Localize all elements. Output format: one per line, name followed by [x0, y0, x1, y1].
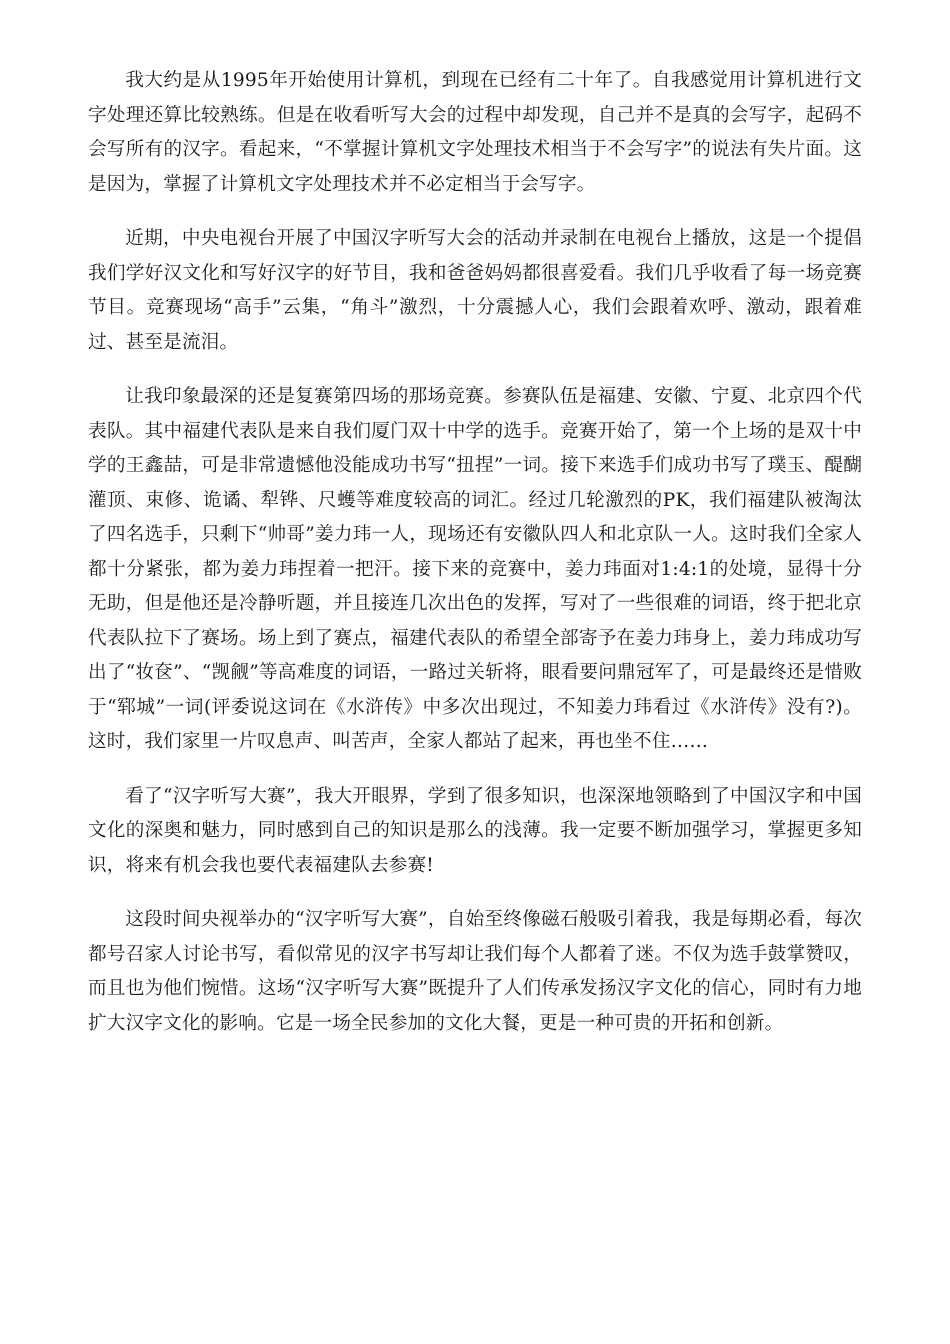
paragraph-5: 这段时间央视举办的“汉字听写大赛”，自始至终像磁石般吸引着我，我是每期必看，每次都号召家人讨论书写，看似常见的汉字书写却让我们每个人都着了迷。不仅为选手鼓掌赞叹，而且也为他们惋惜。这场“汉字听写大赛”既提升了人们传承发扬汉字文化的信心，同时有力地扩大汉字文化的影响。它是一场全民参加的文化大餐，更是一种可贵的开拓和创新。 — [88, 909, 862, 1034]
paragraph-2: 近期，中央电视台开展了中国汉字听写大会的活动并录制在电视台上播放，这是一个提倡我们学好汉文化和写好汉字的好节目，我和爸爸妈妈都很喜爱看。我们几乎收看了每一场竞赛节目。竞赛现场“高手”云集，“角斗”激烈，十分震撼人心，我们会跟着欢呼、激动，跟着难过、甚至是流泪。 — [88, 228, 862, 353]
paragraph-3: 让我印象最深的还是复赛第四场的那场竞赛。参赛队伍是福建、安徽、宁夏、北京四个代表队。其中福建代表队是来自我们厦门双十中学的选手。竞赛开始了，第一个上场的是双十中学的王鑫喆，可是非常遗憾他没能成功书写“扭捏”一词。接下来选手们成功书写了璞玉、醍醐灌顶、束修、诡谲、犁铧、尺蠖等难度较高的词汇。经过几轮激烈的PK，我们福建队被淘汰了四名选手，只剩下“帅哥”姜力玮一人，现场还有安徽队四人和北京队一人。这时我们全家人都十分紧张，都为姜力玮捏着一把汗。接下来的竞赛中，姜力玮面对1:4:1的处境，显得十分无助，但是他还是冷静听题，并且接连几次出色的发挥，写对了一些很难的词语，终于把北京代表队拉下了赛场。场上到了赛点，福建代表队的希望全部寄予在姜力玮身上，姜力玮成功写出了“妆奁”、“觊觎”等高难度的词语，一路过关斩将，眼看要问鼎冠军了，可是最终还是惜败于“郓城”一词(评委说这词在《水浒传》中多次出现过，不知姜力玮看过《水浒传》没有?)。这时，我们家里一片叹息声、叫苦声，全家人都站了起来，再也坐不住…… — [88, 386, 862, 752]
paragraph-4: 看了“汉字听写大赛”，我大开眼界，学到了很多知识，也深深地领略到了中国汉字和中国文化的深奥和魅力，同时感到自己的知识是那么的浅薄。我一定要不断加强学习，掌握更多知识，将来有机会我也要代表福建队去参赛! — [88, 785, 862, 876]
paragraph-1: 我大约是从1995年开始使用计算机，到现在已经有二十年了。自我感觉用计算机进行文字处理还算比较熟练。但是在收看听写大会的过程中却发现，自己并不是真的会写字，起码不会写所有的汉字。看起来，“不掌握计算机文字处理技术相当于不会写字”的说法有失片面。这是因为，掌握了计算机文字处理技术并不必定相当于会写字。 — [88, 70, 862, 195]
